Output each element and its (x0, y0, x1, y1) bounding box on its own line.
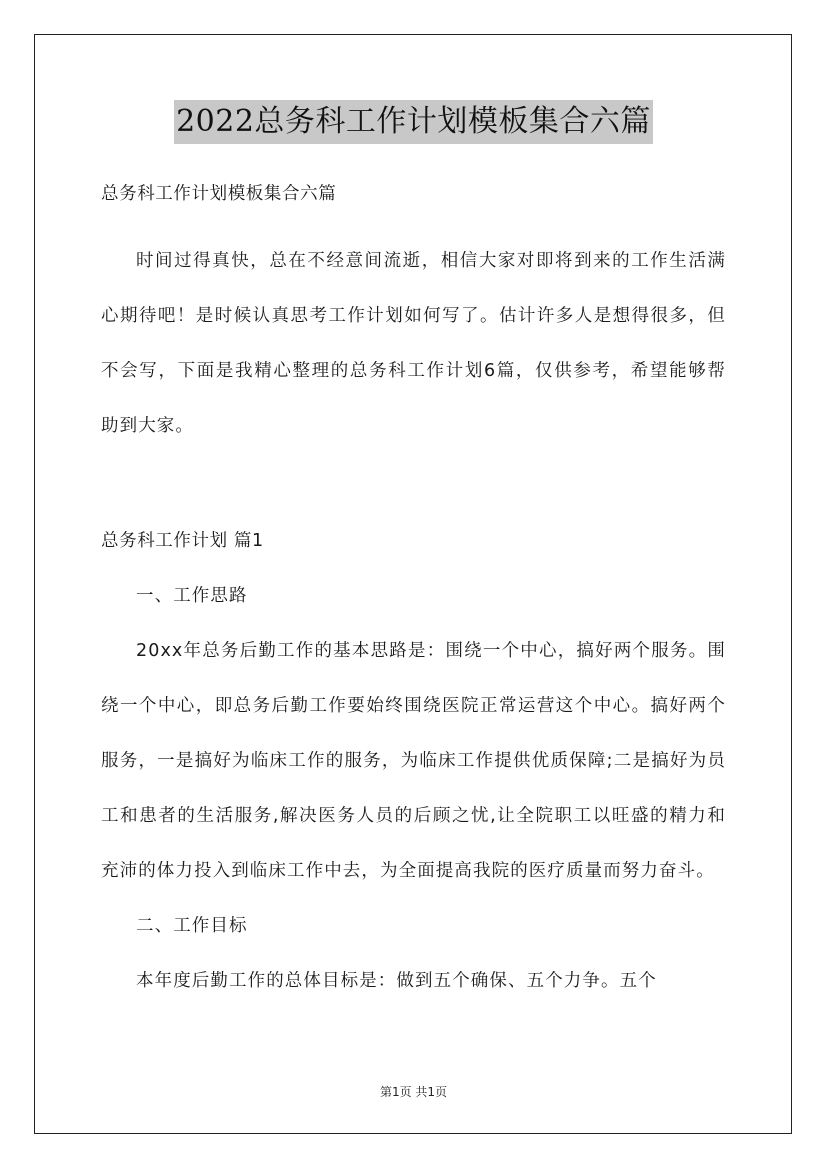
page-footer: 第1页 共1页 (379, 1085, 448, 1099)
title-container (0, 100, 827, 144)
section-title: 总务科工作计划 篇1 (101, 531, 264, 551)
work-goals-paragraph: 本年度后勤工作的总体目标是：做到五个确保、五个力争。五个 (136, 971, 657, 991)
document-title: 2022总务科工作计划模板集合六篇 (174, 100, 653, 144)
heading-work-goals: 二、工作目标 (136, 916, 248, 936)
document-body (101, 176, 726, 1009)
heading-work-ideas: 一、工作思路 (136, 586, 248, 606)
work-ideas-paragraph: 20xx年总务后勤工作的基本思路是：围绕一个中心，搞好两个服务。围绕一个中心，即总务后勤工作要始终围绕医院正常运营这个中心。搞好两个服务，一是搞好为临床工作的服务，为临床工作提供优质保障;二是搞好为员工和患者的生活服务,解决医务人员的后顾之忧,让全院职工以旺盛的精力和充沛的体力投入到临床工作中去，为全面提高我院的医疗质量而努力奋斗。 (101, 641, 726, 881)
intro-paragraph: 时间过得真快，总在不经意间流逝，相信大家对即将到来的工作生活满心期待吧！是时候认真思考工作计划如何写了。估计许多人是想得很多，但不会写，下面是我精心整理的总务科工作计划6篇，仅供参考，希望能够帮助到大家。 (101, 251, 726, 436)
document-subtitle: 总务科工作计划模板集合六篇 (101, 184, 337, 204)
